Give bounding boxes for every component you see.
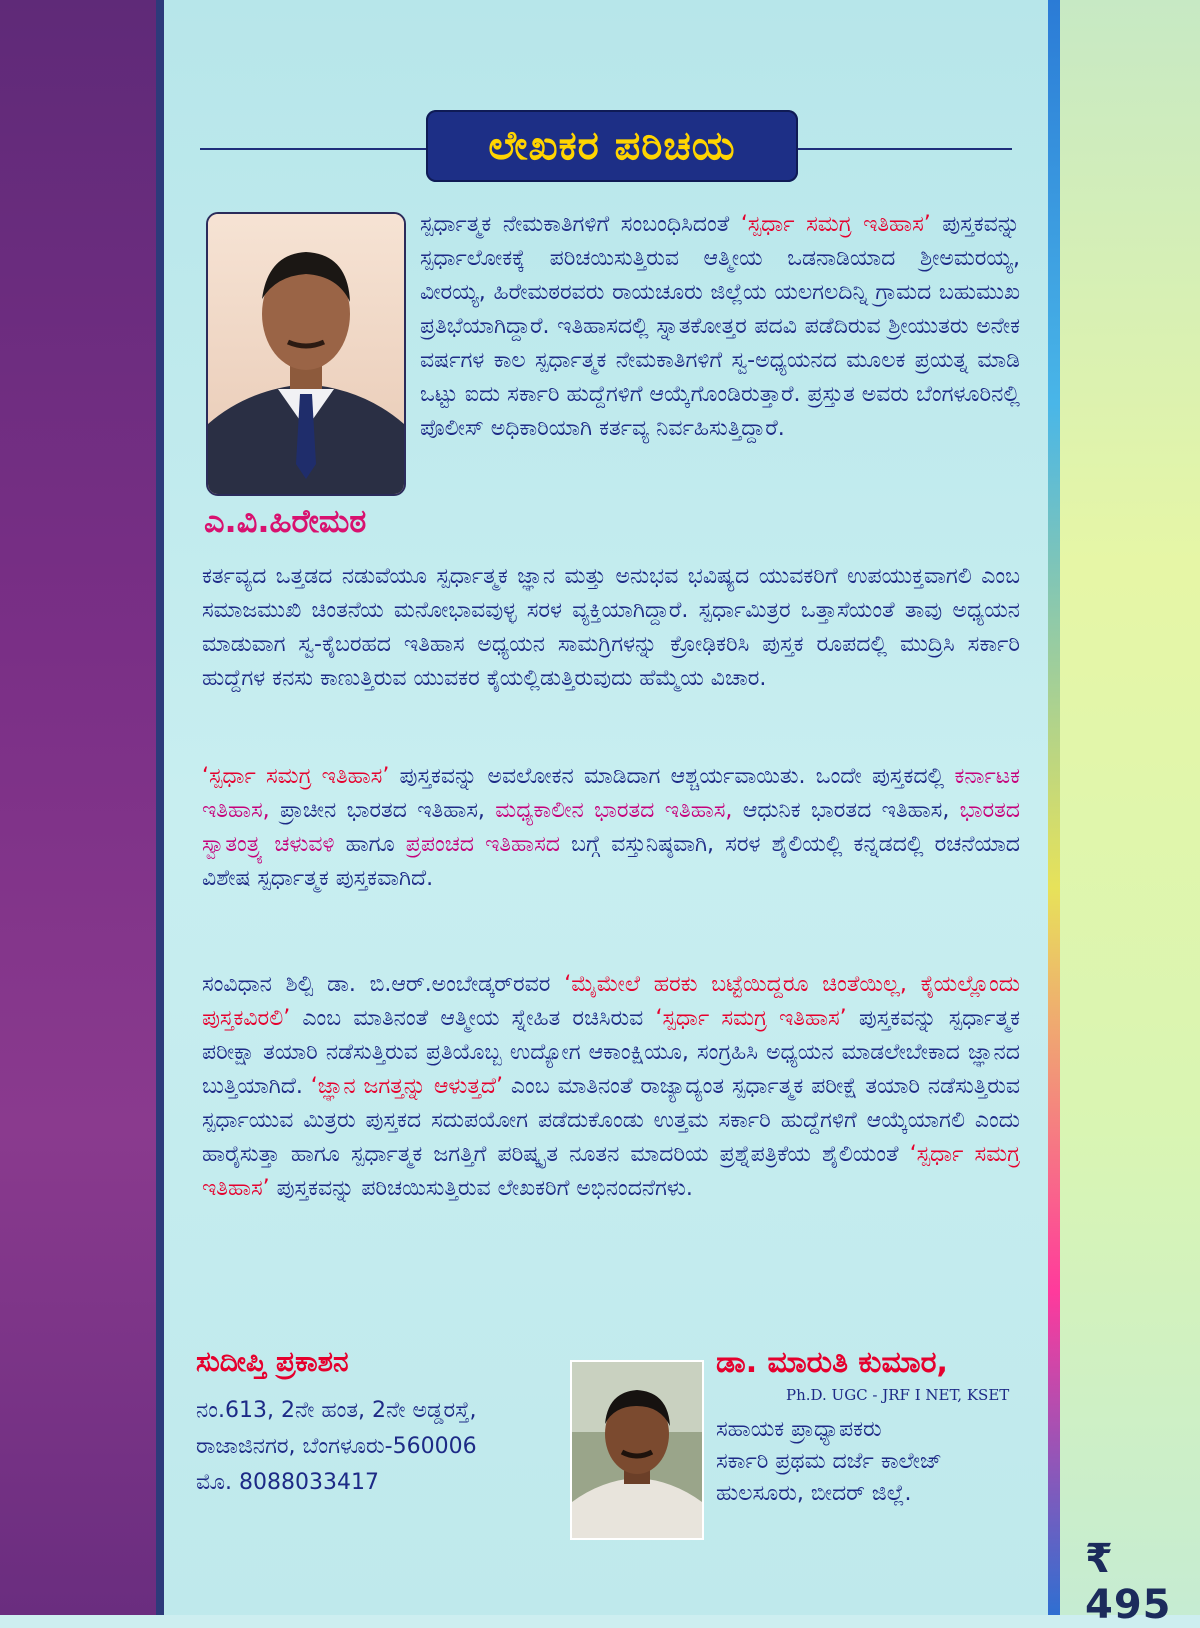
reviewer-block: [716, 1345, 1046, 1510]
author-intro-paragraph: [420, 208, 1020, 446]
publisher-block: [196, 1345, 556, 1501]
topic-karnataka-history: ಕರ್ನಾಟಕ ಇತಿಹಾಸ,: [202, 764, 1020, 823]
paragraph-4-ending: ಪುಸ್ತಕವನ್ನು ಪರಿಚಯಿಸುತ್ತಿರುವ ಲೇಖಕರಿಗೆ ಅಭಿನಂದನೆಗಳು.: [269, 1176, 693, 1201]
book-spine: [0, 0, 160, 1615]
book-title-highlight: ‘ಸ್ಪರ್ಧಾ ಸಮಗ್ರ ಇತಿಹಾಸ’: [202, 764, 390, 789]
author-name: ಎ.ವಿ.ಹಿರೇಮಠ: [204, 502, 367, 540]
title-rule-left: [200, 148, 430, 150]
author-portrait-illustration: [208, 214, 404, 494]
topic-world-history: ಪ್ರಪಂಚದ ಇತಿಹಾಸದ: [405, 832, 560, 857]
reviewer-designation: ಸಹಾಯಕ ಪ್ರಾಧ್ಯಾಪಕರು: [716, 1417, 882, 1442]
paragraph-2-text: ಕರ್ತವ್ಯದ ಒತ್ತಡದ ನಡುವೆಯೂ ಸ್ಪರ್ಧಾತ್ಮಕ ಜ್ಞಾನ ಮತ್ತು ಅನುಭವ ಭವಿಷ್ಯದ ಯುವಕರಿಗೆ ಉಪಯುಕ್ತವಾಗಲಿ ಎಂಬ ಸಮಾಜಮುಖಿ ಚಿಂತನೆಯ ಮನೋಭಾವವುಳ್ಳ ಸರಳ ವ್ಯಕ್ತಿಯಾಗಿದ್ದಾರೆ. ಸ್ಪರ್ಧಾಮಿತ್ರರ ಒತ್ತಾಸೆಯಂತೆ ತಾವು ಅಧ್ಯಯನ ಮಾಡುವಾಗ ಸ್ವ-ಕೈಬರಹದ ಇತಿಹಾಸ ಅಧ್ಯಯನ ಸಾಮಗ್ರಿಗಳನ್ನು ಕ್ರೋಢಿಕರಿಸಿ ಪುಸ್ತಕ ರೂಪದಲ್ಲಿ ಮುದ್ರಿಸಿ ಸರ್ಕಾರಿ ಹುದ್ದೆಗಳ ಕನಸು ಕಾಣುತ್ತಿರುವ ಯುವಕರ ಕೈಯಲ್ಲಿಡುತ್ತಿರುವುದು ಹೆಮ್ಮೆಯ ವಿಚಾರ.: [202, 564, 1020, 691]
ambedkar-quote: ‘ಮೈಮೇಲೆ ಹರಕು ಬಟ್ಟೆಯಿದ್ದರೂ ಚಿಂತೆಯಿಲ್ಲ, ಕೈಯಲ್ಲೊಂದು ಪುಸ್ತಕವಿರಲಿ’: [202, 972, 1020, 1031]
paragraph-4-text-4: ಎಂಬ ಮಾತಿನಂತೆ ರಾಜ್ಯಾದ್ಯಂತ ಸ್ಪರ್ಧಾತ್ಮಕ ಪರೀಕ್ಷೆ ತಯಾರಿ ನಡೆಸುತ್ತಿರುವ ಸ್ಪರ್ಧಾಯುವ ಮಿತ್ರರು ಪುಸ್ತಕದ ಸದುಪಯೋಗ ಪಡೆದುಕೊಂಡು ಉತ್ತಮ ಸರ್ಕಾರಿ ಹುದ್ದೆಗಳಿಗೆ ಆಯ್ಕೆಯಾಗಲಿ ಎಂದು ಹಾರೈಸುತ್ತಾ ಹಾಗೂ ಸ್ಪರ್ಧಾತ್ಮಕ ಜಗತ್ತಿಗೆ ಪರಿಷ್ಕೃತ ನೂತನ ಮಾದರಿಯ ಪ್ರಶ್ನೆಪತ್ರಿಕೆಯ ಶೈಲಿಯಂತೆ: [202, 1074, 1020, 1167]
reviewer-photo: [570, 1360, 704, 1540]
book-title-highlight: ‘ಸ್ಪರ್ಧಾ ಸಮಗ್ರ ಇತಿಹಾಸ’: [655, 1006, 847, 1031]
intro-text-2: ಪುಸ್ತಕವನ್ನು ಸ್ಪರ್ಧಾಲೋಕಕ್ಕೆ ಪರಿಚಯಿಸುತ್ತಿರುವ ಆತ್ಮೀಯ ಒಡನಾಡಿಯಾದ ಶ್ರೀಅಮರಯ್ಯ, ವೀರಯ್ಯ, ಹಿರೇಮಠರವರು ರಾಯಚೂರು ಜಿಲ್ಲೆಯ ಯಲಗಲದಿನ್ನಿ ಗ್ರಾಮದ ಬಹುಮುಖ ಪ್ರತಿಭೆಯಾಗಿದ್ದಾರೆ. ಇತಿಹಾಸದಲ್ಲಿ ಸ್ನಾತಕೋತ್ತರ ಪದವಿ ಪಡೆದಿರುವ ಶ್ರೀಯುತರು ಅನೇಕ ವರ್ಷಗಳ ಕಾಲ ಸ್ಪರ್ಧಾತ್ಮಕ ನೇಮಕಾತಿಗಳಿಗೆ ಸ್ವ-ಅಧ್ಯಯನದ ಮೂಲಕ ಪ್ರಯತ್ನ ಮಾಡಿ ಒಟ್ಟು ಐದು ಸರ್ಕಾರಿ ಹುದ್ದೆಗಳಿಗೆ ಆಯ್ಕೆಗೊಂಡಿರುತ್ತಾರೆ. ಪ್ರಸ್ತುತ ಅವರು ಬೆಂಗಳೂರಿನಲ್ಲಿ ಪೊಲೀಸ್ ಅಧಿಕಾರಿಯಾಗಿ ಕರ್ತವ್ಯ ನಿರ್ವಹಿಸುತ್ತಿದ್ದಾರೆ.: [420, 212, 1020, 441]
paragraph-3-text: ಪುಸ್ತಕವನ್ನು ಅವಲೋಕನ ಮಾಡಿದಾಗ ಆಶ್ಚರ್ಯವಾಯಿತು. ಒಂದೇ ಪುಸ್ತಕದಲ್ಲಿ: [389, 764, 955, 789]
publisher-phone: ಮೊ. 8088033417: [196, 1470, 379, 1495]
reviewer-college: ಸರ್ಕಾರಿ ಪ್ರಥಮ ದರ್ಜೆ ಕಾಲೇಜ್: [716, 1449, 942, 1474]
reviewer-qualifications: Ph.D. UGC - JRF I NET, KSET: [786, 1386, 1010, 1404]
spine-edge: [156, 0, 164, 1615]
topic-modern-india: ಆಧುನಿಕ ಭಾರತದ ಇತಿಹಾಸ,: [732, 798, 950, 823]
paragraph-4-text: ಸಂವಿಧಾನ ಶಿಲ್ಪಿ ಡಾ. ಬಿ.ಆರ್.ಅಂಬೇಡ್ಕರ್‌ರವರ: [202, 972, 565, 997]
paragraph-4-text-2: ಎಂಬ ಮಾತಿನಂತೆ ಆತ್ಮೀಯ ಸ್ನೇಹಿತ ರಚಿಸಿರುವ: [290, 1006, 656, 1031]
topic-ancient-india: ಪ್ರಾಚೀನ ಭಾರತದ ಇತಿಹಾಸ,: [269, 798, 485, 823]
knowledge-quote: ‘ಜ್ಞಾನ ಜಗತ್ತನ್ನು ಆಳುತ್ತದೆ’: [310, 1074, 503, 1099]
publisher-address-line-1: ನಂ.613, 2ನೇ ಹಂತ, 2ನೇ ಅಡ್ಡರಸ್ತೆ,: [196, 1398, 477, 1423]
cover-edge-gradient: [1048, 0, 1060, 1615]
book-title-highlight: ‘ಸ್ಪರ್ಧಾ ಸಮಗ್ರ ಇತಿಹಾಸ’: [202, 1142, 1020, 1201]
title-rule-right: [794, 148, 1012, 150]
paragraph-3: [202, 760, 1020, 896]
publisher-name: ಸುದೀಪ್ತಿ ಪ್ರಕಾಶನ: [196, 1345, 349, 1378]
paragraph-4: [202, 968, 1020, 1206]
paragraph-4-text-3: ಪುಸ್ತಕವನ್ನು ಸ್ಪರ್ಧಾತ್ಮಕ ಪರೀಕ್ಷಾ ತಯಾರಿ ನಡೆಸುತ್ತಿರುವ ಪ್ರತಿಯೊಬ್ಬ ಉದ್ಯೋಗ ಆಕಾಂಕ್ಷಿಯೂ, ಸಂಗ್ರಹಿಸಿ ಅಧ್ಯಯನ ಮಾಡಲೇಬೇಕಾದ ಜ್ಞಾನದ ಬುತ್ತಿಯಾಗಿದೆ.: [202, 1006, 1020, 1099]
reviewer-portrait-illustration: [572, 1362, 702, 1538]
publisher-address-line-2: ರಾಜಾಜಿನಗರ, ಬೆಂಗಳೂರು-560006: [196, 1434, 477, 1459]
paragraph-2: [202, 560, 1020, 696]
paragraph-3-conjunction: ಹಾಗೂ: [334, 832, 406, 857]
paragraph-3-ending: ಬಗ್ಗೆ ವಸ್ತುನಿಷ್ಠವಾಗಿ, ಸರಳ ಶೈಲಿಯಲ್ಲಿ ಕನ್ನಡದಲ್ಲಿ ರಚನೆಯಾದ ವಿಶೇಷ ಸ್ಪರ್ಧಾತ್ಮಕ ಪುಸ್ತಕವಾಗಿದೆ.: [202, 832, 1020, 891]
author-photo: [206, 212, 406, 496]
section-title-box: [426, 110, 798, 182]
price-label: ₹ 495: [1085, 1536, 1172, 1628]
reviewer-name: ಡಾ. ಮಾರುತಿ ಕುಮಾರ,: [716, 1345, 948, 1380]
topic-medieval-india: ಮಧ್ಯಕಾಲೀನ ಭಾರತದ ಇತಿಹಾಸ,: [484, 798, 733, 823]
reviewer-location: ಹುಲಸೂರು, ಬೀದರ್ ಜಿಲ್ಲೆ.: [716, 1481, 912, 1506]
intro-text-1: ಸ್ಪರ್ಧಾತ್ಮಕ ನೇಮಕಾತಿಗಳಿಗೆ ಸಂಬಂಧಿಸಿದಂತೆ: [420, 212, 741, 237]
section-title: ಲೇಖಕರ ಪರಿಚಯ: [488, 123, 736, 169]
book-title-highlight: ‘ಸ್ಪರ್ಧಾ ಸಮಗ್ರ ಇತಿಹಾಸ’: [740, 212, 931, 237]
cover-flap: [1060, 0, 1200, 1615]
topic-freedom-movement: ಭಾರತದ ಸ್ವಾತಂತ್ರ್ಯ ಚಳುವಳಿ: [202, 798, 1020, 857]
